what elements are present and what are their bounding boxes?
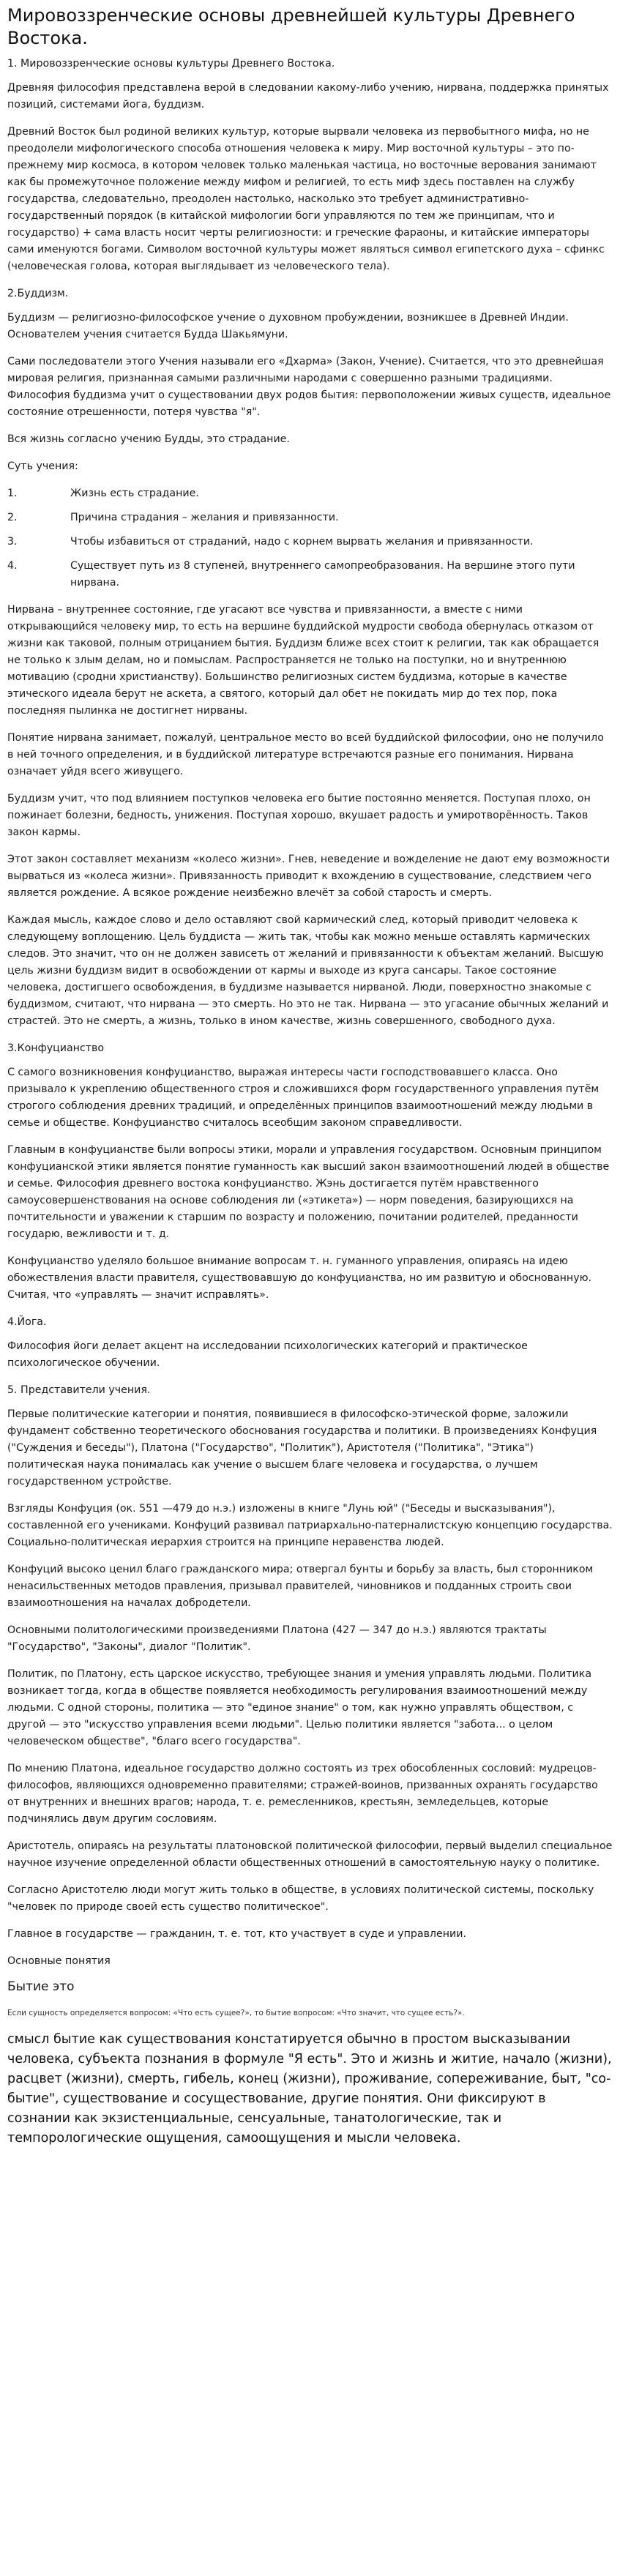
section-heading-yoga: 4.Йога. bbox=[7, 1316, 47, 1329]
paragraph: Конфуций высоко ценил благо гражданского мира; отвергал бунты и борьбу за власть, был сторонником ненасильственных методов правления, призывал правителей, чиновников и подданных строить свои взаимоотношения на началах добродетели. bbox=[7, 1564, 594, 1610]
list-item-text: Жизнь есть страдание. bbox=[70, 488, 199, 500]
section-heading-representatives: 5. Представители учения. bbox=[7, 1384, 151, 1397]
list-item bbox=[7, 558, 613, 591]
list-item-number: 3. bbox=[7, 536, 18, 548]
document-title: Мировоззренческие основы древнейшей культуры Древнего Востока. bbox=[7, 5, 575, 49]
list-item bbox=[7, 509, 613, 526]
paragraph: Древний Восток был родиной великих культур, которые вырвали человека из первобытного мифа, но не преодолели мифологического способа отношения человека к миру. Мир восточной культуры – это по-прежнему мир космоса, в котором человек только маленькая частица, но восточные верования занимают как бы промежуточное положение между мифом и религией, то есть миф здесь поставлен на службу государства, следовательно, преодолен настолько, насколько это требует административно-государственный порядок (в китайской мифологии боги управляются по тем же принципам, что и государство) + сама власть носит черты религиозности: и греческие фараоны, и китайские императоры сами именуются богами. Символом восточной культуры может являться символ египетского духа – сфинкс (человеческая голова, которая выглядывает из человеческого тела). bbox=[7, 126, 605, 273]
paragraph: Вся жизнь согласно учению Будды, это страдание. bbox=[7, 433, 290, 446]
being-paragraph: смысл бытие как существования констатируется обычно в простом высказывании человека, субъекта познания в формуле "Я есть". Это и жизнь и житие, начало (жизни), расцвет (жизни), смерть, гибель, конец (жизни), проживание, сопереживание, быт, "со-бытие", существование и сосуществование, другие понятия. Они фиксируют в сознании как экзистенциальные, сенсуальные, танатологические, так и темпорологические ощущения, самоощущения и мысли человека. bbox=[7, 2031, 612, 2146]
paragraph: Этот закон составляет механизм «колесо жизни». Гнев, неведение и вожделение не дают ему возможности вырваться из «колеса жизни». Привязанность приводит к вхождению в существование, следствием чего является рождение. А всякое рождение неизбежно влечёт за собой старость и смерть. bbox=[7, 854, 610, 900]
paragraph: Буддизм учит, что под влиянием поступков человека его бытие постоянно меняется. Поступая плохо, он пожинает болезни, бедность, унижения. Поступая хорошо, вкушает радость и умиротворённость. Таков закон кармы. bbox=[7, 793, 591, 839]
list-item-text: Чтобы избавиться от страданий, надо с корнем вырвать желания и привязанности. bbox=[70, 536, 534, 548]
paragraph: Конфуцианство уделяло большое внимание вопросам т. н. гуманного управления, опираясь на идею обожествления власти правителя, существовавшую до конфуцианства, но им развитую и обоснованную. Считая, что «управлять — значит исправлять». bbox=[7, 1255, 592, 1302]
paragraph: Аристотель, опираясь на результаты платоновской политической философии, первый выделил специальное научное изучение определенной области общественных отношений в самостоятельную науку о политике. bbox=[7, 1840, 613, 1870]
paragraph: Философия йоги делает акцент на исследовании психологических категорий и практическое психологическое обучении. bbox=[7, 1340, 528, 1370]
paragraph: Понятие нирвана занимает, пожалуй, центральное место во всей буддийской философии, оно не получило в ней точного определения, и в буддийской литературе встречаются разные его понимания. Нирвана означает уйдя всего живущего. bbox=[7, 732, 604, 778]
list-item-text: Причина страдания – желания и привязанности. bbox=[70, 512, 339, 524]
paragraph: Политик, по Платону, есть царское искусство, требующее знания и умения управлять людьми. Политика возникает тогда, когда в обществе появляется необходимость регулирования взаимоотношений между людьми. С одной стороны, политика — это "единое знание" о том, как нужно управлять обществом, с другой — это "искусство управления всеми людьми". Целью политики является "забота... о целом человеческом обществе", "благо всего государства". bbox=[7, 1668, 592, 1748]
source-note: Если сущность определяется вопросом: «Что есть сущее?», то бытие вопросом: «Что значит, что сущее есть?». bbox=[7, 2008, 465, 2017]
section-heading-confucianism: 3.Конфуцианство bbox=[7, 1042, 105, 1055]
paragraph: Каждая мысль, каждое слово и дело оставляют свой кармический след, который приводит человека к следующему воплощению. Цель буддиста — жить так, чтобы как можно меньше оставлять кармических следов. Это значит, что он не должен зависеть от желаний и привязанности к объектам желаний. Высшую цель жизни буддизм видит в освобождении от кармы и выходе из круга сансары. Такое состояние человека, достигшего освобождения, в буддизме называется нирваной. Люди, поверхностно знакомые с буддизмом, считают, что нирвана — это смерть. Но это не так. Нирвана — это угасание обычных желаний и страстей. Это не смерть, а жизнь, только в ином качестве, жизнь совершенного, свободного духа. bbox=[7, 914, 609, 1028]
paragraph: Основными политологическими произведениями Платона (427 — 347 до н.э.) являются трактаты "Государство", "Законы", диалог "Политик". bbox=[7, 1624, 547, 1654]
paragraph: Взгляды Конфуция (ок. 551 —479 до н.э.) изложены в книге "Лунь юй" ("Беседы и высказывания"), составленной его учениками. Конфуций развивал патриархально-патерналистскую концепцию государства. Социально-политическая иерархия строится на принципе неравенства людей. bbox=[7, 1503, 613, 1549]
paragraph: Буддизм — религиозно-философское учение о духовном пробуждении, возникшее в Древней Индии. Основателем учения считается Будда Шакьямуни. bbox=[7, 312, 569, 341]
list-item bbox=[7, 534, 613, 550]
list-item-number: 1. bbox=[7, 488, 18, 500]
being-title: Бытие это bbox=[7, 1979, 75, 1995]
teachings-list bbox=[7, 485, 613, 591]
paragraph: По мнению Платона, идеальное государство должно состоять из трех обособленных сословий: мудрецов-философов, являющихся одновременно правителями; стражей-воинов, призванных охранять государство от внутренних и внешних врагов; народа, т. е. ремесленников, крестьян, земледельцев, которые подчинялись двум другим сословиям. bbox=[7, 1763, 598, 1826]
list-item-number: 2. bbox=[7, 512, 18, 524]
paragraph: Первые политические категории и понятия, появившиеся в философско-этической форме, заложили фундамент собственно теоретического обоснования государства и политики. В произведениях Конфуция ("Суждения и беседы"), Платона ("Государство", "Политик"), Аристотеля ("Политика", "Этика") политическая наука понималась как учение о высшем благе человека и государства, о лучшем государственном устройстве. bbox=[7, 1408, 597, 1488]
list-item-number: 4. bbox=[7, 560, 18, 572]
paragraph: Древняя философия представлена верой в следовании какому-либо учению, нирвана, поддержка принятых позиций, системами йога, буддизм. bbox=[7, 82, 609, 111]
paragraph: Согласно Аристотелю люди могут жить только в обществе, в условиях политической системы, поскольку "человек по природе своей есть существо политическое". bbox=[7, 1884, 594, 1914]
paragraph: Сами последователи этого Учения называли его «Дхарма» (Закон, Учение). Считается, что это древнейшая мировая религия, признанная самыми различными народами с совершенно разными традициями. Философия буддизма учит о существовании двух родов бытия: первоположении живых существ, идеальное состояние отрешенности, потеря чувства "я". bbox=[7, 356, 611, 419]
concepts-heading: Основные понятия bbox=[7, 1955, 111, 1968]
section-heading-worldview: 1. Мировоззренческие основы культуры Древнего Востока. bbox=[7, 58, 335, 70]
paragraph: Суть учения: bbox=[7, 460, 78, 473]
section-heading-buddhism: 2.Буддизм. bbox=[7, 288, 69, 300]
paragraph: Нирвана – внутреннее состояние, где угасают все чувства и привязанности, а вместе с ними открывающийся человеку мир, то есть на вершине буддийской мудрости свобода обернулась отказом от жизни как таковой, полным отрицанием бытия. Буддизм ближе всех стоит к религии, так как обращается не только к злым делам, но и помыслам. Распространяется не только на поступки, но и внутреннюю мотивацию (сродни христианству). Большинство религиозных систем буддизма, которые в качестве этического идеала берут не аскета, а святого, который дал обет не покидать мир до тех пор, пока последняя пылинка не достигнет нирваны. bbox=[7, 604, 600, 717]
paragraph: Главное в государстве — гражданин, т. е. тот, кто участвует в суде и управлении. bbox=[7, 1928, 466, 1941]
paragraph: С самого возникновения конфуцианство, выражая интересы части господствовавшего класса. Оно призывало к укреплению общественного строя и сложившихся форм государственного управления путём строгого соблюдения древних традиций, и определённых принципов взаимоотношений между людьми в семье и обществе. Конфуцианство считалось всеобщим законом справедливости. bbox=[7, 1067, 600, 1130]
paragraph: Главным в конфуцианстве были вопросы этики, морали и управления государством. Основным принципом конфуцианской этики является понятие гуманность как высший закон взаимоотношений людей в обществе и семье. Философия древнего востока конфуцианство. Жэнь достигается путём нравственного самоусовершенствования на основе соблюдения ли («этикета») — норм поведения, базирующихся на почтительности и уважении к старшим по возрасту и положению, почитании родителей, преданности государю, вежливости и т. д. bbox=[7, 1144, 610, 1241]
list-item-text: Существует путь из 8 ступеней, внутреннего самопреобразования. На вершине этого пути нирвана. bbox=[70, 560, 575, 589]
list-item bbox=[7, 485, 613, 502]
